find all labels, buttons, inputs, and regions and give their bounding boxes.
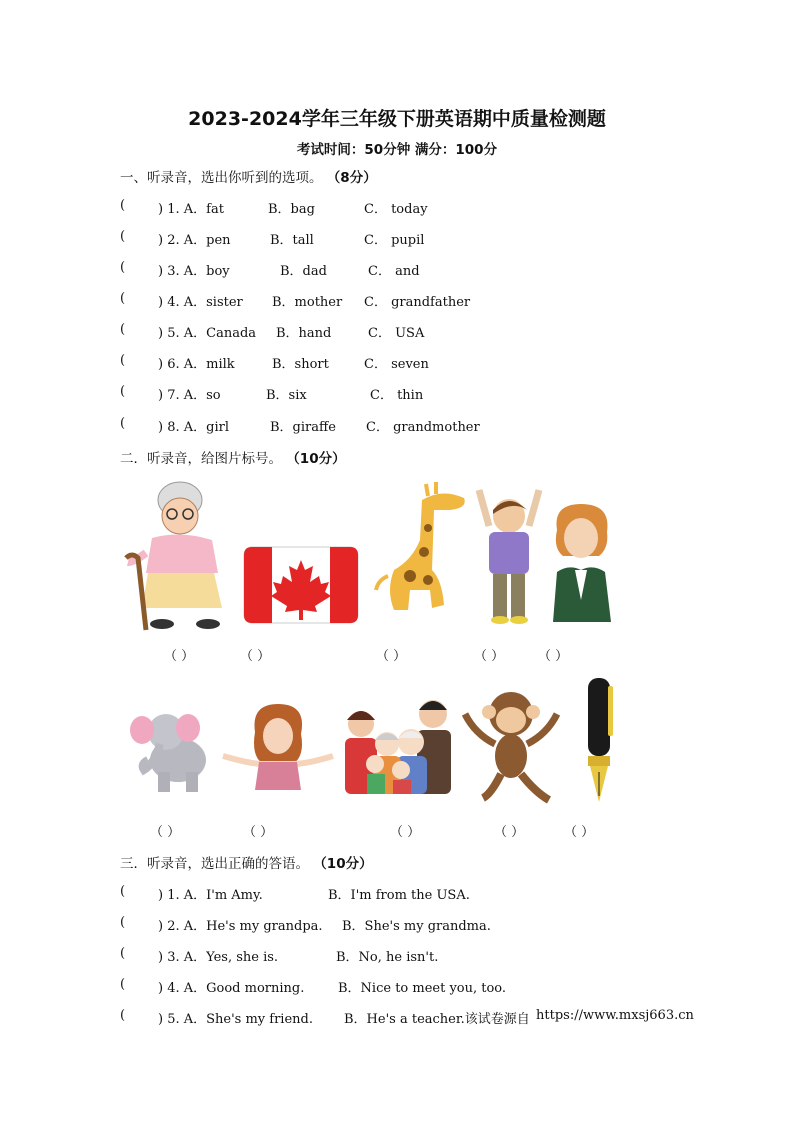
option-b: B．giraffe (270, 420, 336, 435)
section1-heading-text: 一、听录音，选出你听到的选项。 (120, 170, 323, 186)
answer-paren[interactable]: ( (120, 915, 126, 930)
option-c: C． pupil (364, 233, 425, 248)
option-b: B．mother (272, 295, 343, 310)
option-b: B．tall (270, 233, 314, 248)
option-b: B．six (266, 388, 307, 403)
answer-paren[interactable]: ( (120, 1008, 126, 1023)
option-a: ) 7. A．so (158, 388, 221, 403)
family-picture (341, 694, 461, 794)
answer-paren[interactable]: ( (120, 884, 126, 899)
canada-flag-picture (243, 546, 359, 624)
option-a: ) 1. A．I'm Amy. (158, 888, 263, 903)
option-b: B．Nice to meet you, too. (338, 981, 507, 996)
option-c: C． USA (368, 326, 425, 341)
option-c: C． thin (370, 388, 424, 403)
option-a: ) 5. A．Canada (158, 326, 257, 341)
giraffe-picture (372, 480, 470, 628)
exam-info: 考试时间：50分钟 满分：100分 (296, 142, 498, 158)
option-b: B．No, he isn't. (336, 950, 439, 965)
woman-picture (549, 500, 613, 622)
answer-paren[interactable]: ( (120, 260, 126, 275)
answer-paren[interactable]: ( (120, 229, 126, 244)
option-b: B．She's my grandma. (342, 919, 491, 934)
option-b: B．short (272, 357, 329, 372)
option-b: B．He's a teacher.该试卷源自 (344, 1012, 530, 1027)
option-a: ) 5. A．She's my friend. (158, 1012, 313, 1027)
option-a: ) 2. A．pen (158, 233, 231, 248)
option-b: B．dad (280, 264, 327, 279)
option-a: ) 3. A．Yes, she is. (158, 950, 279, 965)
page-title: 2023-2024学年三年级下册英语期中质量检测题 (188, 108, 606, 130)
boy-picture (473, 486, 545, 626)
girl-picture (221, 702, 335, 790)
picture-number-blank[interactable]: （ ） (390, 825, 421, 840)
picture-number-blank[interactable]: （ ） (494, 825, 525, 840)
picture-number-blank[interactable]: （ ） (243, 825, 274, 840)
section2-points: （10分） (286, 451, 346, 467)
option-c: C． today (364, 202, 428, 217)
answer-paren[interactable]: ( (120, 291, 126, 306)
option-a: ) 6. A．milk (158, 357, 235, 372)
section2-heading-text: 二．听录音，给图片标号。 (120, 451, 282, 467)
answer-paren[interactable]: ( (120, 198, 126, 213)
answer-paren[interactable]: ( (120, 322, 126, 337)
answer-paren[interactable]: ( (120, 353, 126, 368)
option-c: C． grandfather (364, 295, 471, 310)
option-c: C． and (368, 264, 420, 279)
pen-picture (584, 676, 618, 804)
answer-paren[interactable]: ( (120, 946, 126, 961)
option-b: B．bag (268, 202, 315, 217)
picture-number-blank[interactable]: （ ） (564, 825, 595, 840)
option-a: ) 4. A．Good morning. (158, 981, 305, 996)
option-a: ) 4. A．sister (158, 295, 243, 310)
option-a: ) 1. A．fat (158, 202, 224, 217)
picture-number-blank[interactable]: （ ） (474, 649, 505, 664)
option-a: ) 2. A．He's my grandpa. (158, 919, 323, 934)
section1-heading (120, 166, 377, 186)
source-link[interactable]: https://www.mxsj663.cn (536, 1008, 694, 1023)
option-c: C． seven (364, 357, 429, 372)
answer-paren[interactable]: ( (120, 416, 126, 431)
picture-number-blank[interactable]: （ ） (538, 649, 569, 664)
picture-number-blank[interactable]: （ ） (240, 649, 271, 664)
grandmother-picture (122, 478, 232, 633)
option-b: B．hand (276, 326, 332, 341)
section3-points: （10分） (313, 856, 373, 872)
section3-heading (120, 852, 373, 872)
answer-paren[interactable]: ( (120, 384, 126, 399)
answer-paren[interactable]: ( (120, 977, 126, 992)
section1-points: （8分） (326, 170, 377, 186)
picture-number-blank[interactable]: （ ） (376, 649, 407, 664)
picture-number-blank[interactable]: （ ） (164, 649, 195, 664)
section3-heading-text: 三．听录音，选出正确的答语。 (120, 856, 309, 872)
section2-heading (120, 447, 346, 467)
option-c: C． grandmother (366, 420, 480, 435)
option-a: ) 8. A．girl (158, 420, 229, 435)
monkey-picture (461, 684, 561, 806)
picture-number-blank[interactable]: （ ） (150, 825, 181, 840)
option-a: ) 3. A．boy (158, 264, 230, 279)
elephant-picture (126, 704, 210, 796)
option-b: B．I'm from the USA. (328, 888, 470, 903)
